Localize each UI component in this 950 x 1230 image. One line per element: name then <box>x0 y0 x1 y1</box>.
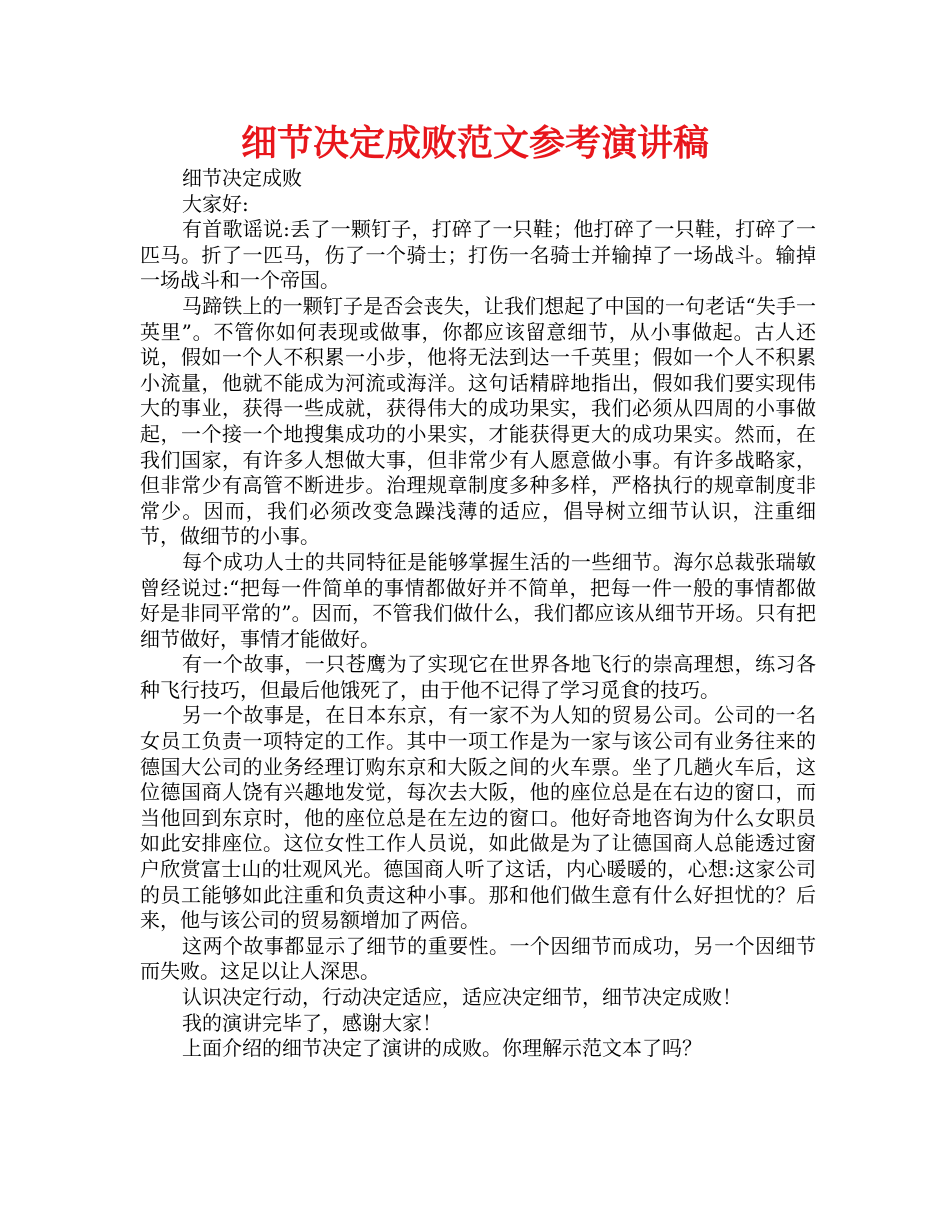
paragraph-closing: 我的演讲完毕了，感谢大家！ <box>182 1010 442 1035</box>
paragraph-ballad: 有首歌谣说:丢了一颗钉子，打碎了一只鞋；他打碎了一只鞋，打碎了一匹马。折了一匹马，伤了一个骑士；打伤一名骑士并输掉了一场战斗。输掉一场战斗和一个帝国。 <box>140 217 816 293</box>
paragraph-greeting: 大家好: <box>182 191 249 216</box>
paragraph-horseshoe: 马蹄铁上的一颗钉子是否会丧失，让我们想起了中国的一句老话“失手一英里”。不管你如何表现或做事，你都应该留意细节，从小事做起。古人还说，假如一个人不积累一小步，他将无法到达一千英里；假如一个人不积累小流量，他就不能成为河流或海洋。这句话精辟地指出，假如我们要实现伟大的事业，获得一些成就，获得伟大的成功果实，我们必须从四周的小事做起，一个接一个地搜集成功的小果实，才能获得更大的成功果实。然而，在我们国家，有许多人想做大事，但非常少有人愿意做小事。有许多战略家，但非常少有高管不断进步。治理规章制度多种多样，严格执行的规章制度非常少。因而，我们必须改变急躁浅薄的适应，倡导树立细节认识，注重细节，做细节的小事。 <box>140 293 816 549</box>
paragraph-conclusion: 认识决定行动，行动决定适应，适应决定细节，细节决定成败！ <box>182 985 742 1009</box>
paragraph-success-traits: 每个成功人士的共同特征是能够掌握生活的一些细节。海尔总裁张瑞敏曾经说过:“把每一件简单的事情都做好并不简单，把每一件一般的事情都做好是非同平常的”。因而，不管我们做什么，我们都应该从细节开场。只有把细节做好，事情才能做好。 <box>140 549 816 651</box>
paragraph-subtitle: 细节决定成败 <box>182 166 302 190</box>
paragraph-final-note: 上面介绍的细节决定了演讲的成败。你理解示范文本了吗？ <box>182 1036 702 1061</box>
paragraph-tokyo-story: 另一个故事是，在日本东京，有一家不为人知的贸易公司。公司的一名女员工负责一项特定的工作。其中一项工作是为一家与该公司有业务往来的德国大公司的业务经理订购东京和大阪之间的火车票。坐了几趟火车后，这位德国商人饶有兴趣地发觉，每次去大阪，他的座位总是在右边的窗口，而当他回到东京时，他的座位总是在左边的窗口。他好奇地咨询为什么女职员如此安排座位。这位女性工作人员说，如此做是为了让德国商人总能透过窗户欣赏富士山的壮观风光。德国商人听了这话，内心暖暖的，心想:这家公司的员工能够如此注重和负责这种小事。那和他们做生意有什么好担忧的？后来，他与该公司的贸易额增加了两倍。 <box>140 703 816 933</box>
paragraph-eagle-story: 有一个故事，一只苍鹰为了实现它在世界各地飞行的崇高理想，练习各种飞行技巧，但最后他饿死了，由于他不记得了学习觅食的技巧。 <box>140 652 816 702</box>
document-body <box>140 166 816 1062</box>
document-title: 细节决定成败范文参考演讲稿 <box>240 123 709 164</box>
paragraph-summary: 这两个故事都显示了细节的重要性。一个因细节而成功，另一个因细节而失败。这足以让人深思。 <box>140 933 816 984</box>
